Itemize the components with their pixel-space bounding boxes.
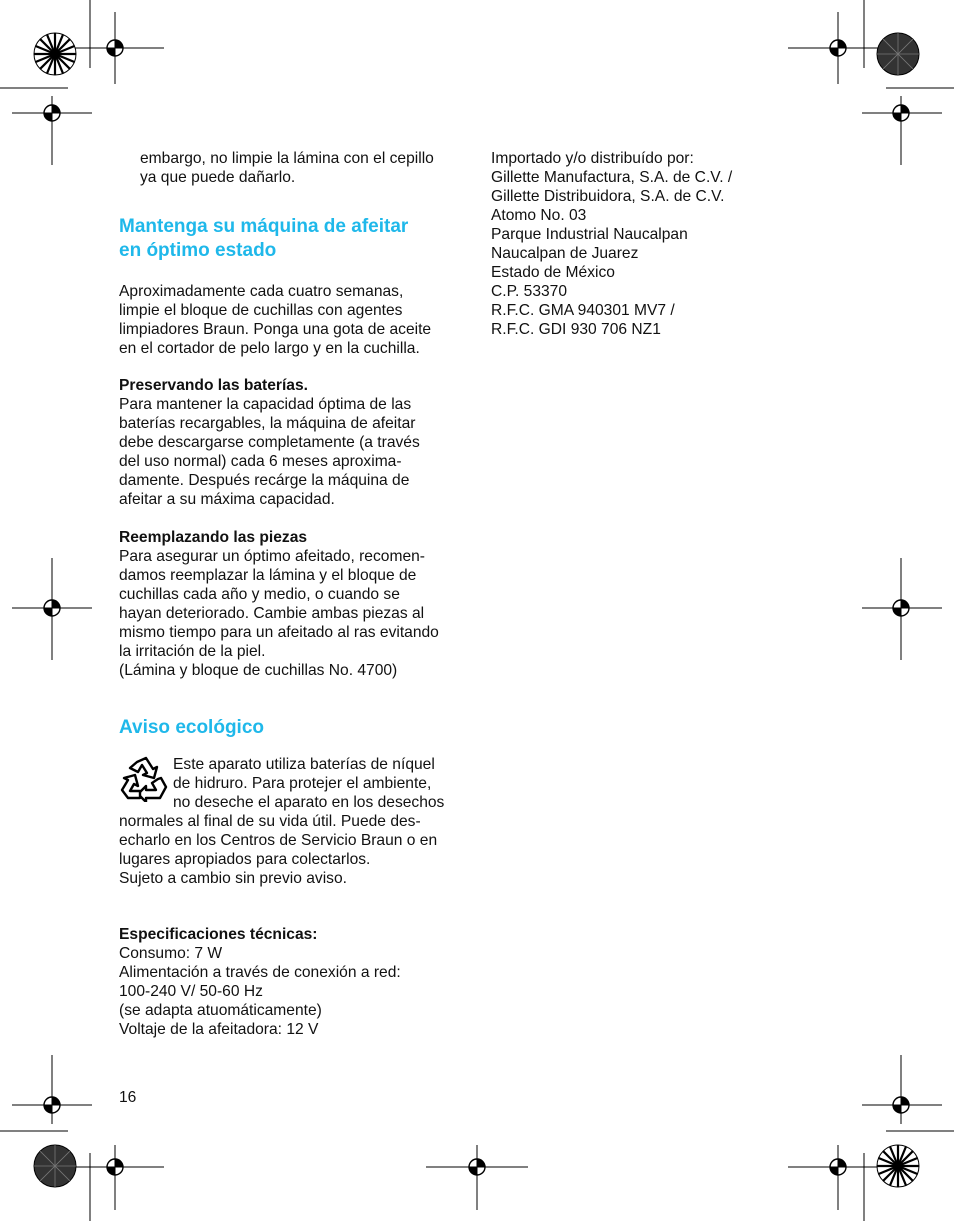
eco-notice-paragraph: normales al final de su vida útil. Puede des- echarlo en los Centros de Servicio Braun o en lugares apropiados para colectarlos. Sujeto a cambio sin previo aviso. (119, 813, 438, 887)
eco-notice-paragraph-beside-icon: Este aparato utiliza baterías de níquel de hidruro. Para protejer el ambiente, no deseche el aparato en los desechos (173, 756, 445, 811)
batteries-paragraph: Para mantener la capacidad óptima de las baterías recargables, la máquina de afeitar debe descargarse completamente (a través del uso normal) cada 6 meses aproxima- damente. Después recárge la máquina de afeitar a su máxima capacidad. (119, 396, 420, 508)
page-number: 16 (119, 1089, 137, 1106)
recycle-icon (120, 756, 168, 802)
specs-title: Especificaciones técnicas: (119, 926, 318, 943)
replacing-parts-paragraph: Para asegurar un óptimo afeitado, recomen- damos reemplazar la lámina y el bloque de cuchillas cada año y medio, o cuando se hayan deteriorado. Cambie ambas piezas al mismo tiempo para un afeitado al ras evitando la irritación de la piel. (Lámina y bloque de cuchillas No. 4700) (119, 548, 439, 679)
rosette-top-left (33, 32, 77, 76)
batteries-title: Preservando las baterías. (119, 377, 308, 394)
specs-paragraph: Consumo: 7 W Alimentación a través de conexión a red: 100-240 V/ 50-60 Hz (se adapta atuomáticamente) Voltaje de la afeitadora: 12 V (119, 945, 401, 1038)
rosette-top-right (876, 32, 920, 76)
importer-address: Importado y/o distribuído por: Gillette Manufactura, S.A. de C.V. / Gillette Distribuidora, S.A. de C.V. Atomo No. 03 Parque Industrial Naucalpan Naucalpan de Juarez Estado de México C.P. 53370 R.F.C. GMA 940301 MV7 / R.F.C. GDI 930 706 NZ1 (491, 150, 733, 338)
rosette-bottom-right (876, 1144, 920, 1188)
maintenance-paragraph: Aproximadamente cada cuatro semanas, limpie el bloque de cuchillas con agentes limpiadores Braun. Ponga una gota de aceite en el cortador de pelo largo y en la cuchilla. (119, 283, 432, 357)
rosette-bottom-left (33, 1144, 77, 1188)
specs-section (119, 925, 464, 1039)
replacing-parts-section (119, 528, 464, 680)
maintenance-heading: Mantenga su máquina de afeitar en óptimo estado (119, 216, 409, 261)
replacing-parts-title: Reemplazando las piezas (119, 529, 308, 546)
batteries-section (119, 376, 464, 509)
continued-paragraph: embargo, no limpie la lámina con el cepillo ya que puede dañarlo. (140, 150, 434, 186)
eco-notice-heading: Aviso ecológico (119, 717, 264, 738)
